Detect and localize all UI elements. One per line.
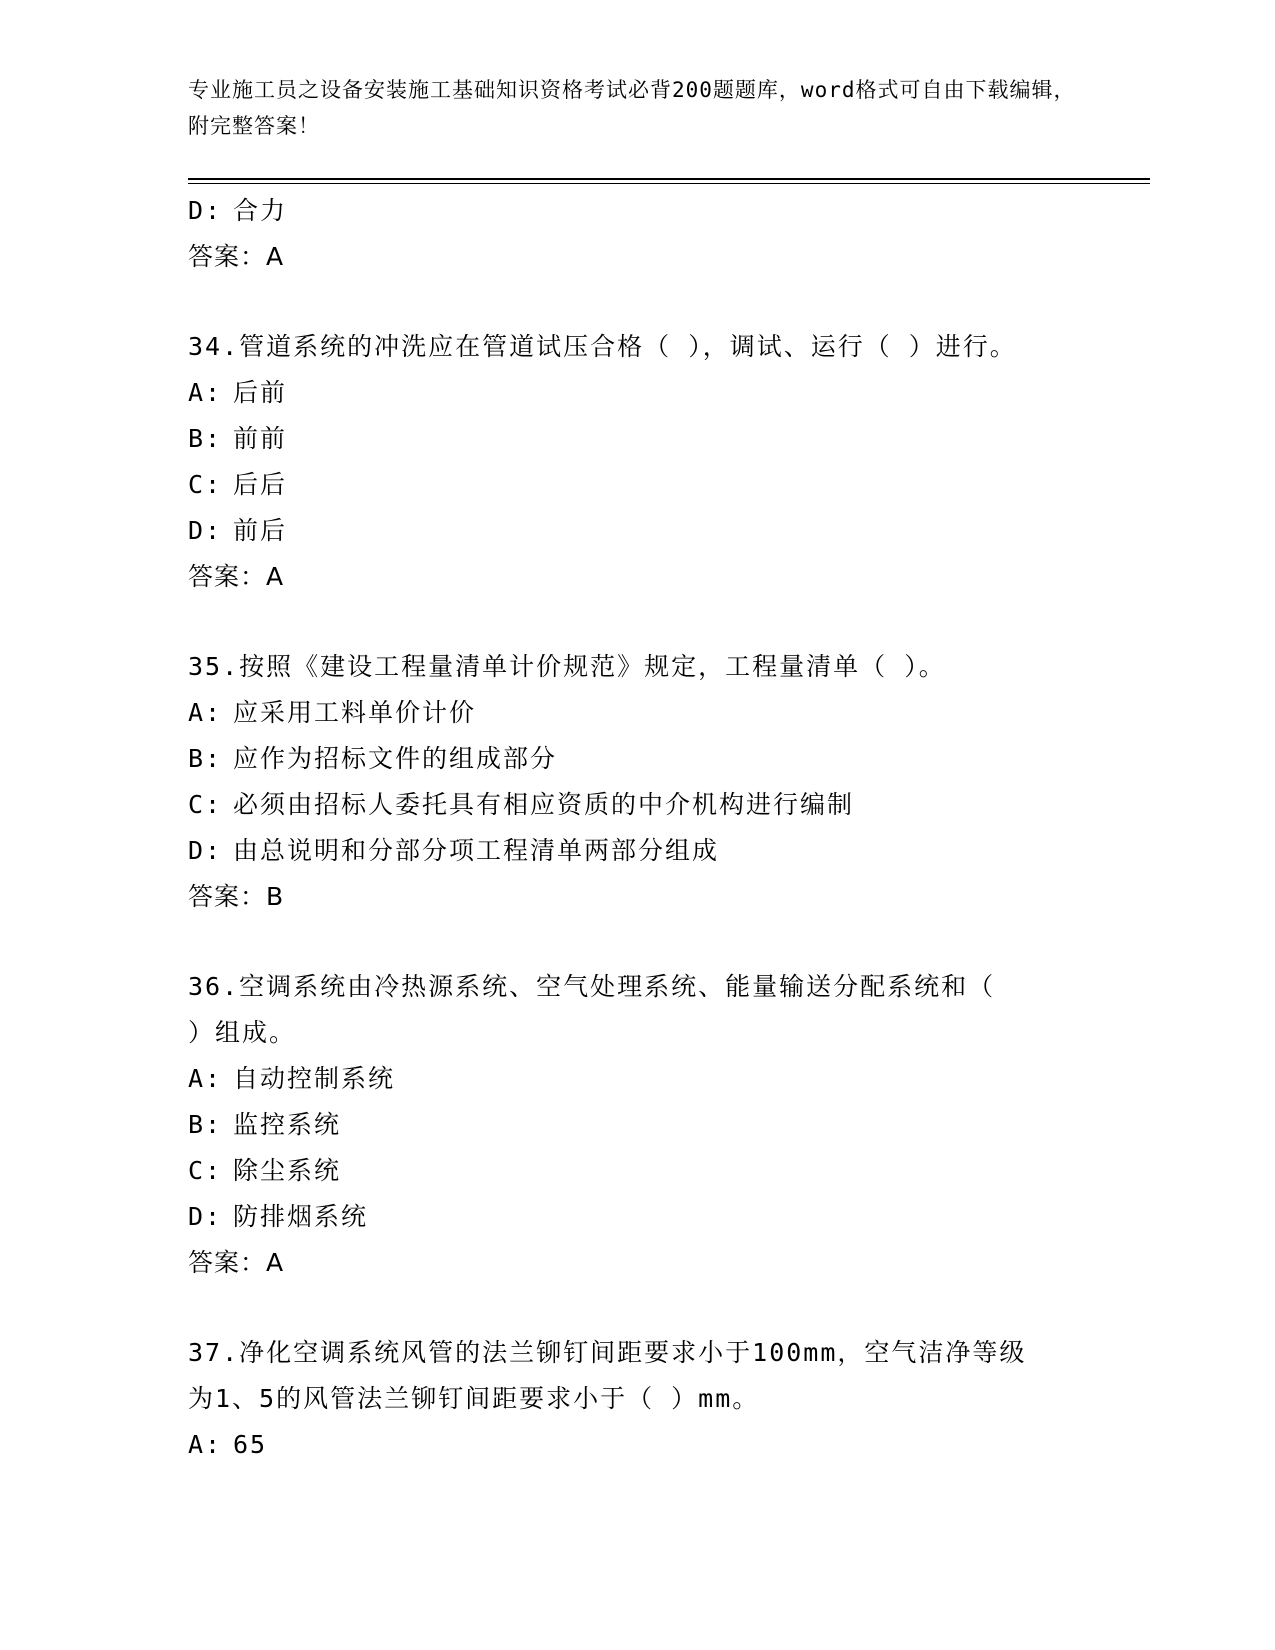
header-divider-thin xyxy=(188,183,1150,184)
question-stem-continued: ）组成。 xyxy=(188,1018,297,1047)
option-row xyxy=(188,736,1088,782)
option-text: 应作为招标文件的组成部分 xyxy=(233,744,558,773)
option-key: A: xyxy=(188,698,223,727)
option-row xyxy=(188,828,1088,874)
answer-line: 答案：B xyxy=(188,882,285,911)
option-text: 必须由招标人委托具有相应资质的中介机构进行编制 xyxy=(233,790,855,819)
option-key: B: xyxy=(188,1110,223,1139)
option-row xyxy=(188,462,1088,508)
option-row xyxy=(188,1056,1088,1102)
question-stem: 36.空调系统由冷热源系统、空气处理系统、能量输送分配系统和（ xyxy=(188,972,996,1001)
question-list xyxy=(188,188,1088,1468)
answer-line: 答案：A xyxy=(188,562,285,591)
option-text: 65 xyxy=(233,1430,268,1459)
option-text: 自动控制系统 xyxy=(233,1064,396,1093)
option-key: D: xyxy=(188,1202,223,1231)
option-key: B: xyxy=(188,424,223,453)
option-row xyxy=(188,370,1088,416)
question-stem: 35.按照《建设工程量清单计价规范》规定，工程量清单（ ）。 xyxy=(188,652,946,681)
question-stem: 37.净化空调系统风管的法兰铆钉间距要求小于100mm，空气洁净等级 xyxy=(188,1338,1027,1367)
option-text: 前前 xyxy=(233,424,288,453)
option-key: A: xyxy=(188,1064,223,1093)
option-key: A: xyxy=(188,378,223,407)
option-text: 监控系统 xyxy=(233,1110,342,1139)
option-text: 后后 xyxy=(233,470,288,499)
option-key: C: xyxy=(188,1156,223,1185)
header-divider-thick xyxy=(188,178,1150,180)
answer-line: 答案：A xyxy=(188,242,285,271)
question-stem-continued: 为1、5的风管法兰铆钉间距要求小于（ ）mm。 xyxy=(188,1384,760,1413)
option-row xyxy=(188,1102,1088,1148)
option-text: 合力 xyxy=(233,196,288,225)
option-key: A: xyxy=(188,1430,223,1459)
option-key: C: xyxy=(188,470,223,499)
option-row xyxy=(188,508,1088,554)
option-key: D: xyxy=(188,836,223,865)
option-row xyxy=(188,416,1088,462)
option-text: 防排烟系统 xyxy=(233,1202,369,1231)
option-text: 前后 xyxy=(233,516,288,545)
option-row xyxy=(188,1422,1088,1468)
option-text: 除尘系统 xyxy=(233,1156,342,1185)
option-row xyxy=(188,1148,1088,1194)
answer-line: 答案：A xyxy=(188,1248,285,1277)
option-text: 后前 xyxy=(233,378,288,407)
option-text: 由总说明和分部分项工程清单两部分组成 xyxy=(233,836,720,865)
option-row xyxy=(188,1194,1088,1240)
option-key: C: xyxy=(188,790,223,819)
option-row xyxy=(188,690,1088,736)
option-text: 应采用工料单价计价 xyxy=(233,698,477,727)
page-header-title: 专业施工员之设备安装施工基础知识资格考试必背200题题库，word格式可自由下载编辑，附完整答案！ xyxy=(188,78,1076,138)
question-stem: 34.管道系统的冲洗应在管道试压合格（ ），调试、运行（ ）进行。 xyxy=(188,332,1017,361)
option-key: B: xyxy=(188,744,223,773)
option-key: D: xyxy=(188,196,223,225)
option-key: D: xyxy=(188,516,223,545)
option-row xyxy=(188,188,1088,234)
option-row xyxy=(188,782,1088,828)
